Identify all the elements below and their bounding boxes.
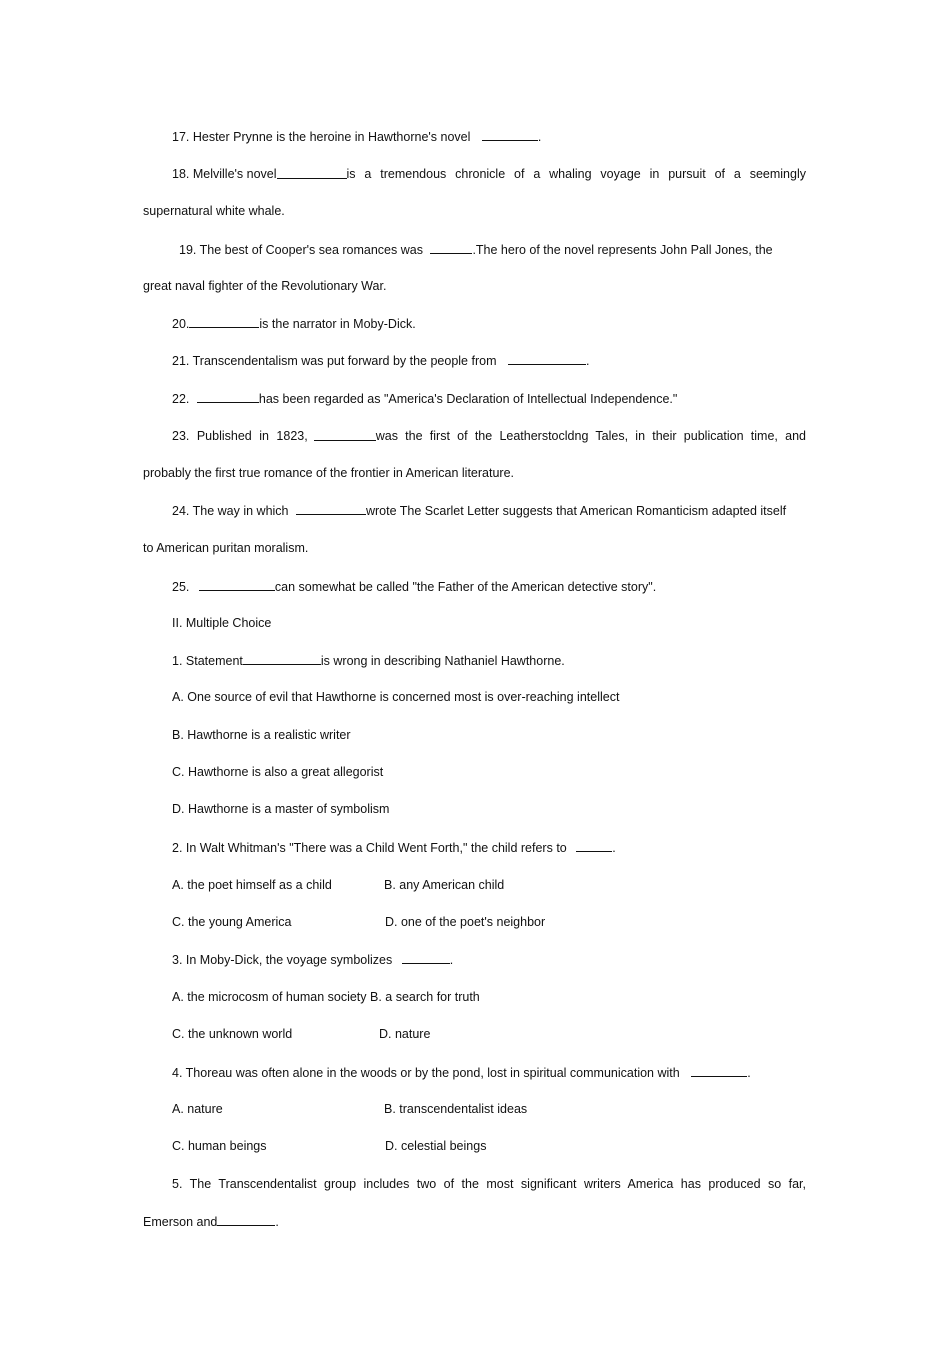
mc5-end: . — [275, 1215, 279, 1229]
mc5-text: Emerson and — [143, 1215, 218, 1229]
mc3-end: . — [449, 953, 454, 967]
q24-end: wrote The Scarlet Letter suggests that American Romanticism adapted itself — [365, 504, 787, 518]
mc3-option-d[interactable]: D. nature — [379, 1027, 431, 1041]
q17-text: 17. Hester Prynne is the heroine in Hawthorne's novel — [172, 130, 471, 144]
question-22 — [172, 390, 677, 407]
mc2-text: 2. In Walt Whitman's "There was a Child Went Forth," the child refers to — [172, 841, 567, 855]
mc2-end: . — [612, 841, 616, 855]
mc-question-5-cont — [143, 1213, 279, 1230]
mc1-option-d[interactable]: D. Hawthorne is a master of symbolism — [172, 802, 390, 816]
mc3-option-ab[interactable]: A. the microcosm of human society B. a search for truth — [172, 990, 480, 1004]
mc2-option-c[interactable]: C. the young America — [172, 915, 292, 929]
mc3-blank[interactable] — [402, 951, 450, 964]
mc4-end: . — [747, 1066, 751, 1080]
q19-end: .The hero of the novel represents John Pall Jones, the — [472, 243, 773, 257]
question-19 — [179, 241, 773, 258]
question-17 — [172, 128, 541, 145]
q23-blank[interactable] — [314, 428, 376, 441]
mc4-blank[interactable] — [691, 1064, 747, 1077]
question-19-cont: great naval fighter of the Revolutionary War. — [143, 279, 387, 293]
section-heading: II. Multiple Choice — [172, 616, 272, 630]
mc1-option-c[interactable]: C. Hawthorne is also a great allegorist — [172, 765, 384, 779]
question-21 — [172, 352, 589, 369]
question-24 — [172, 502, 786, 519]
mc2-option-a[interactable]: A. the poet himself as a child — [172, 878, 332, 892]
q17-end: . — [537, 130, 542, 144]
q21-text: 21. Transcendentalism was put forward by the people from — [172, 354, 497, 368]
question-24-cont: to American puritan moralism. — [143, 541, 309, 555]
q25-blank[interactable] — [199, 578, 275, 591]
mc1-blank[interactable] — [243, 652, 321, 665]
question-18-cont: supernatural white whale. — [143, 204, 285, 218]
q19-blank[interactable] — [430, 241, 472, 254]
mc1-end: is wrong in describing Nathaniel Hawthorne. — [320, 654, 565, 668]
mc4-option-b[interactable]: B. transcendentalist ideas — [384, 1102, 528, 1116]
mc5-blank[interactable] — [217, 1213, 275, 1226]
q22-blank[interactable] — [197, 390, 259, 403]
q19-text: 19. The best of Cooper's sea romances was — [179, 243, 423, 257]
question-23-cont: probably the first true romance of the frontier in American literature. — [143, 466, 515, 480]
q20-text: is the narrator in Moby-Dick. — [259, 317, 416, 331]
question-23 — [172, 428, 806, 444]
q23-end: was the first of the Leatherstocldng Tales, in their publication time, and — [375, 429, 806, 443]
mc-question-5: 5. The Transcendentalist group includes two of the most significant writers America has produced so far, — [172, 1177, 806, 1191]
q23-text: 23. Published in 1823, — [172, 429, 308, 443]
mc-question-2 — [172, 839, 616, 856]
q24-blank[interactable] — [296, 502, 366, 515]
mc1-option-a[interactable]: A. One source of evil that Hawthorne is concerned most is over-reaching intellect — [172, 690, 620, 704]
q21-end: . — [585, 354, 590, 368]
q24-text: 24. The way in which — [172, 504, 289, 518]
mc4-option-c[interactable]: C. human beings — [172, 1139, 267, 1153]
mc-question-1 — [172, 652, 565, 669]
q18-number: 18. Melville's novel — [172, 167, 277, 181]
mc-question-4 — [172, 1064, 751, 1081]
q25-text: can somewhat be called "the Father of the American detective story". — [274, 580, 657, 594]
q22-text: has been regarded as "America's Declaration of Intellectual Independence." — [258, 392, 678, 406]
q20-number: 20. — [172, 317, 190, 331]
mc1-option-b[interactable]: B. Hawthorne is a realistic writer — [172, 728, 351, 742]
mc3-text: 3. In Moby-Dick, the voyage symbolizes — [172, 953, 393, 967]
mc2-option-d[interactable]: D. one of the poet's neighbor — [385, 915, 546, 929]
mc-question-3 — [172, 951, 453, 968]
question-25 — [172, 578, 656, 595]
mc4-text: 4. Thoreau was often alone in the woods or by the pond, lost in spiritual communication with — [172, 1066, 680, 1080]
q25-number: 25. — [172, 580, 190, 594]
q17-blank[interactable] — [482, 128, 538, 141]
mc4-option-d[interactable]: D. celestial beings — [385, 1139, 487, 1153]
q18-blank[interactable] — [277, 166, 347, 179]
question-18 — [172, 166, 806, 182]
question-20 — [172, 315, 416, 332]
q18-text: is a tremendous chronicle of a whaling voyage in pursuit of a seemingly — [346, 167, 806, 181]
q20-blank[interactable] — [189, 315, 259, 328]
mc1-text: 1. Statement — [172, 654, 243, 668]
mc2-blank[interactable] — [576, 839, 612, 852]
mc2-option-b[interactable]: B. any American child — [384, 878, 505, 892]
q21-blank[interactable] — [508, 352, 586, 365]
mc3-option-c[interactable]: C. the unknown world — [172, 1027, 293, 1041]
mc4-option-a[interactable]: A. nature — [172, 1102, 223, 1116]
q22-number: 22. — [172, 392, 190, 406]
